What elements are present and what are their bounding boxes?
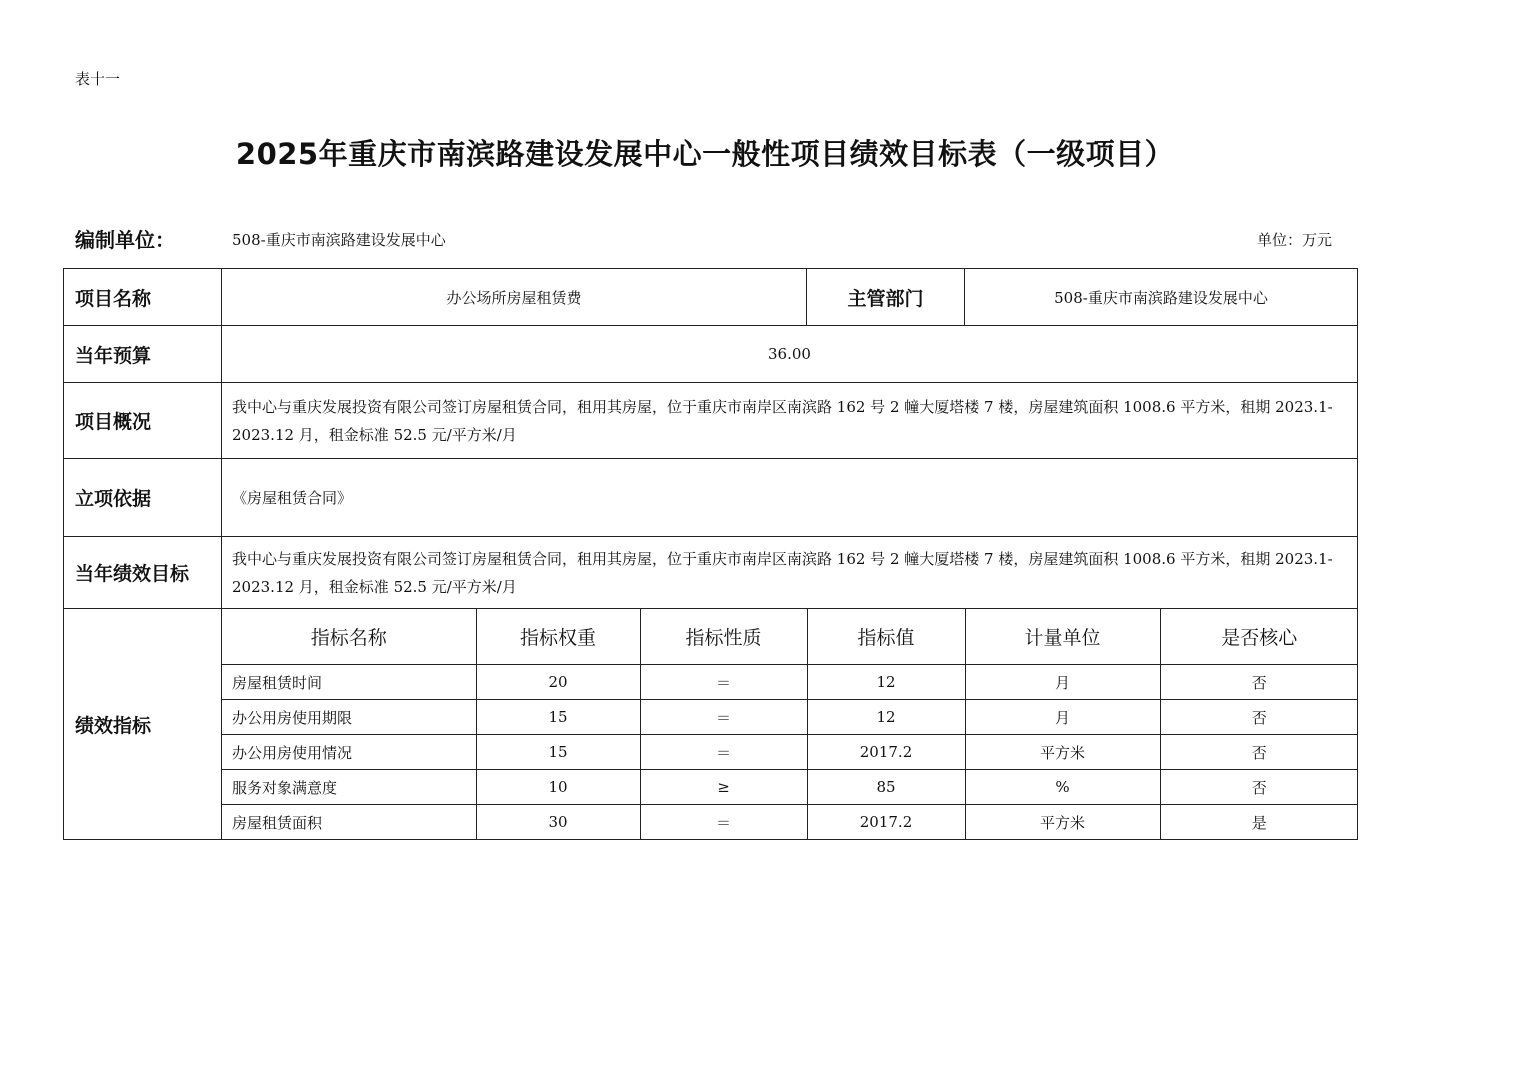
indicator-weight: 30 xyxy=(476,805,640,840)
basis-value: 《房屋租赁合同》 xyxy=(222,459,1358,537)
indicator-core: 是 xyxy=(1160,805,1358,840)
table-row xyxy=(222,700,1358,735)
indicator-name: 办公用房使用情况 xyxy=(222,735,476,770)
indicator-value: 85 xyxy=(807,770,965,805)
indicator-operator: ≥ xyxy=(640,770,807,805)
indicators-label: 绩效指标 xyxy=(64,609,222,840)
header-cell: 指标权重 xyxy=(476,609,640,665)
indicator-weight: 20 xyxy=(476,665,640,700)
indicator-core: 否 xyxy=(1160,665,1358,700)
indicator-name: 房屋租赁时间 xyxy=(222,665,476,700)
table-row xyxy=(222,770,1358,805)
dept-label: 主管部门 xyxy=(807,269,965,326)
basis-row xyxy=(64,459,1358,537)
table-row xyxy=(222,805,1358,840)
project-name-label: 项目名称 xyxy=(64,269,222,326)
indicator-core: 否 xyxy=(1160,700,1358,735)
indicator-unit: 月 xyxy=(965,700,1160,735)
indicator-unit: % xyxy=(965,770,1160,805)
project-name-row xyxy=(64,269,1358,326)
indicator-value: 12 xyxy=(807,700,965,735)
indicator-value: 12 xyxy=(807,665,965,700)
indicator-weight: 15 xyxy=(476,700,640,735)
header-cell: 指标值 xyxy=(807,609,965,665)
indicator-unit: 平方米 xyxy=(965,735,1160,770)
budget-label: 当年预算 xyxy=(64,326,222,383)
preparer-value: 508-重庆市南滨路建设发展中心 xyxy=(232,231,446,249)
project-name-value: 办公场所房屋租赁费 xyxy=(222,269,807,326)
budget-value: 36.00 xyxy=(222,326,1358,383)
indicator-core: 否 xyxy=(1160,735,1358,770)
dept-value: 508-重庆市南滨路建设发展中心 xyxy=(965,269,1358,326)
indicator-value: 2017.2 xyxy=(807,805,965,840)
indicator-unit: 月 xyxy=(965,665,1160,700)
indicators-row xyxy=(64,609,1358,840)
indicators-header-row xyxy=(222,609,1358,665)
performance-table xyxy=(63,268,1358,840)
indicators-table xyxy=(222,609,1358,839)
indicator-weight: 10 xyxy=(476,770,640,805)
indicator-unit: 平方米 xyxy=(965,805,1160,840)
goal-value: 我中心与重庆发展投资有限公司签订房屋租赁合同，租用其房屋，位于重庆市南岸区南滨路 162 号 2 幢大厦塔楼 7 楼，房屋建筑面积 1008.6 平方米，租期 2023.1-2023.12 月，租金标准 52.5 元/平方米/月 xyxy=(222,537,1358,609)
indicators-cell xyxy=(222,609,1358,840)
page-title: 2025年重庆市南滨路建设发展中心一般性项目绩效目标表（一级项目） xyxy=(235,137,1175,171)
indicator-name: 办公用房使用期限 xyxy=(222,700,476,735)
indicator-operator: ＝ xyxy=(640,665,807,700)
header-cell: 是否核心 xyxy=(1160,609,1358,665)
indicator-core: 否 xyxy=(1160,770,1358,805)
goal-label: 当年绩效目标 xyxy=(64,537,222,609)
indicator-operator: ＝ xyxy=(640,700,807,735)
indicator-name: 服务对象满意度 xyxy=(222,770,476,805)
indicator-operator: ＝ xyxy=(640,805,807,840)
table-row xyxy=(222,735,1358,770)
budget-row xyxy=(64,326,1358,383)
indicator-name: 房屋租赁面积 xyxy=(222,805,476,840)
currency-unit: 单位：万元 xyxy=(1257,231,1333,249)
header-cell: 指标名称 xyxy=(222,609,476,665)
overview-row xyxy=(64,383,1358,459)
indicator-value: 2017.2 xyxy=(807,735,965,770)
table-row xyxy=(222,665,1358,700)
form-number: 表十一 xyxy=(75,70,121,88)
preparer-label: 编制单位： xyxy=(75,228,175,252)
overview-label: 项目概况 xyxy=(64,383,222,459)
indicator-weight: 15 xyxy=(476,735,640,770)
basis-label: 立项依据 xyxy=(64,459,222,537)
header-cell: 计量单位 xyxy=(965,609,1160,665)
indicator-operator: ＝ xyxy=(640,735,807,770)
overview-value: 我中心与重庆发展投资有限公司签订房屋租赁合同，租用其房屋，位于重庆市南岸区南滨路 162 号 2 幢大厦塔楼 7 楼，房屋建筑面积 1008.6 平方米，租期 2023.1-2023.12 月，租金标准 52.5 元/平方米/月 xyxy=(222,383,1358,459)
goal-row xyxy=(64,537,1358,609)
header-cell: 指标性质 xyxy=(640,609,807,665)
